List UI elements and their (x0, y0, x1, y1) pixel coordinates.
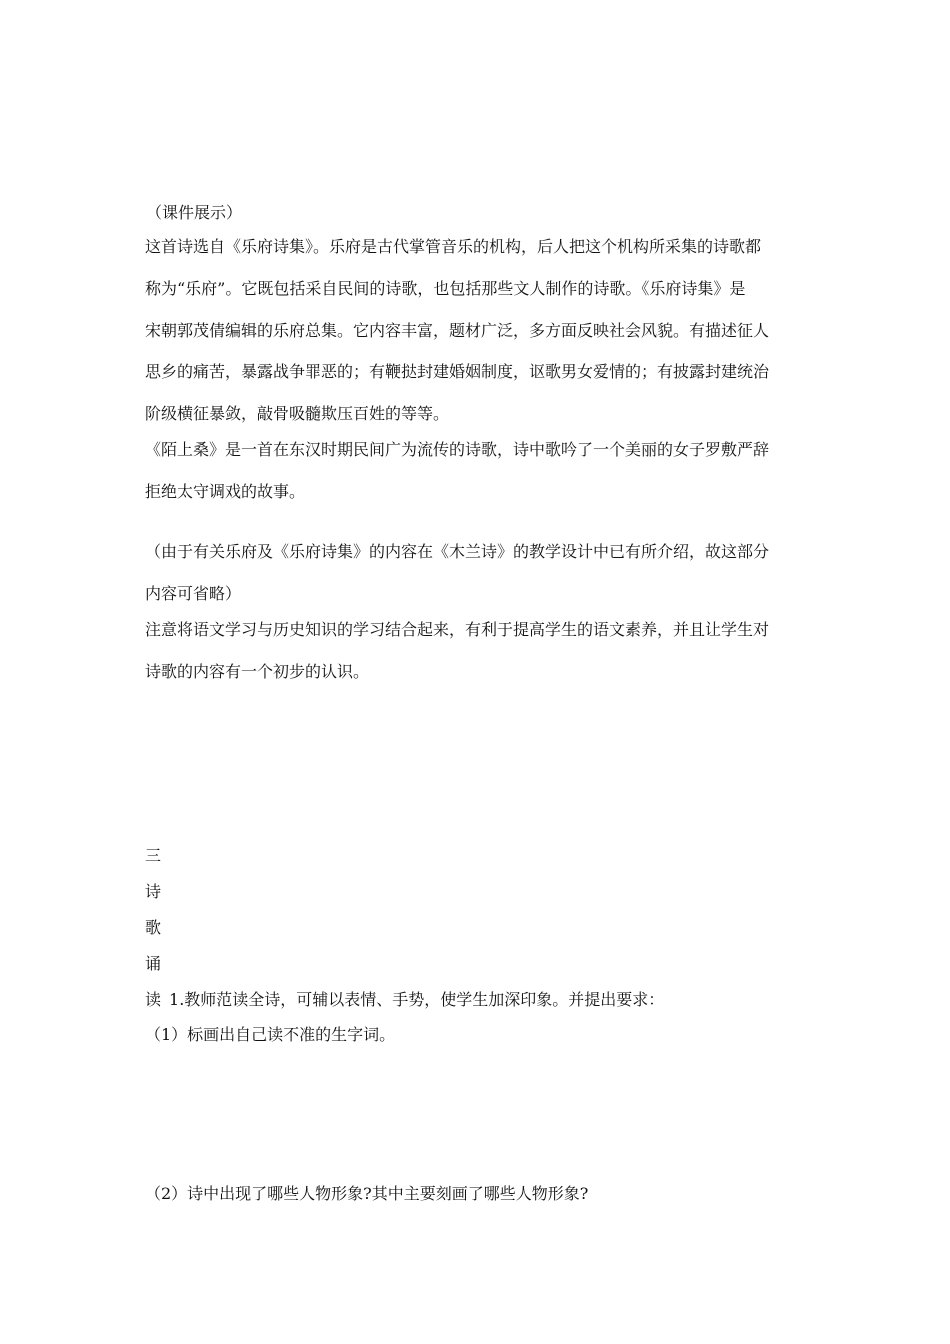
requirement-2: （2）诗中出现了哪些人物形象?其中主要刻画了哪些人物形象? (145, 1184, 589, 1203)
intro-line-1: 这首诗选自《乐府诗集》。乐府是古代掌管音乐的机构，后人把这个机构所采集的诗歌都 (145, 237, 762, 256)
intro-line-3: 宋朝郭茂倩编辑的乐府总集。它内容丰富，题材广泛，多方面反映社会风貌。有描述征人 (145, 321, 770, 340)
requirement-1: （1）标画出自己读不准的生字词。 (145, 1025, 396, 1044)
intro-line-4: 思乡的痛苦，暴露战争罪恶的；有鞭挞封建婚姻制度，讴歌男女爱情的；有披露封建统治 (145, 362, 770, 381)
omit-note-line-2: 内容可省略） (145, 584, 242, 603)
design-note-line-2: 诗歌的内容有一个初步的认识。 (145, 662, 370, 681)
courseware-note: （课件展示） (146, 203, 243, 222)
step1-text: 1.教师范读全诗，可辅以表情、手势，使学生加深印象。并提出要求： (169, 990, 665, 1009)
section-heading-char-3: 歌 (145, 918, 162, 937)
poem-intro-line-2: 拒绝太守调戏的故事。 (145, 482, 306, 501)
intro-line-5: 阶级横征暴敛，敲骨吸髓欺压百姓的等等。 (145, 404, 450, 423)
poem-intro-line-1: 《陌上桑》是一首在东汉时期民间广为流传的诗歌，诗中歌吟了一个美丽的女子罗敷严辞 (145, 440, 770, 459)
intro-line-2: 称为“乐府”。它既包括采自民间的诗歌，也包括那些文人制作的诗歌。《乐府诗集》是 (145, 279, 746, 298)
section-heading-char-2: 诗 (145, 882, 162, 901)
section-heading-char-4: 诵 (145, 954, 162, 973)
step1-line (145, 990, 664, 1010)
omit-note-line-1: （由于有关乐府及《乐府诗集》的内容在《木兰诗》的教学设计中已有所介绍，故这部分 (145, 542, 770, 561)
section-heading-char-1: 三 (145, 846, 162, 865)
design-note-line-1: 注意将语文学习与历史知识的学习结合起来，有利于提高学生的语文素养，并且让学生对 (145, 620, 770, 639)
section-heading-char-5: 读 (145, 990, 162, 1009)
